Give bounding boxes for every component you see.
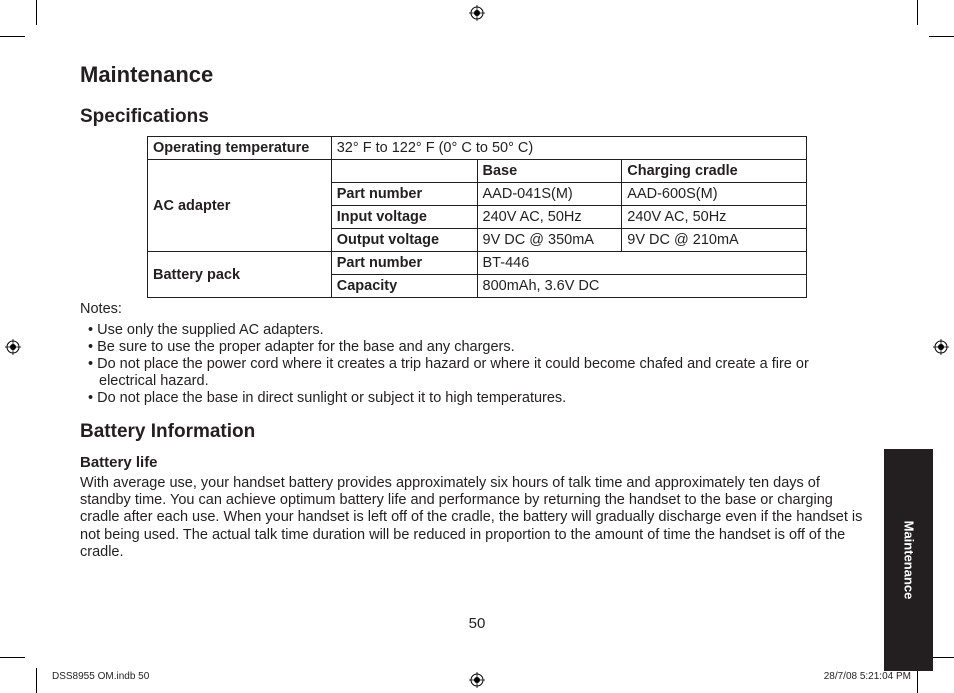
row-label: Part number <box>331 183 477 206</box>
table-row <box>148 137 807 160</box>
table-row <box>148 160 807 183</box>
crop-mark <box>36 668 37 693</box>
list-item: • Do not place the power cord where it creates a trip hazard or where it could become chafed and create a fire or electrical hazard. <box>88 356 809 389</box>
column-header-base: Base <box>477 160 622 183</box>
base-value: AAD-041S(M) <box>477 183 622 206</box>
base-value: 9V DC @ 350mA <box>477 229 622 252</box>
crop-mark <box>36 0 37 25</box>
section-tab <box>884 449 933 671</box>
list-item: • Do not place the base in direct sunlight or subject it to high temperatures. <box>88 390 567 406</box>
section-tab-label: Maintenance <box>901 520 916 600</box>
crop-mark <box>917 668 918 693</box>
row-label: Capacity <box>331 275 477 298</box>
operating-temperature-value: 32° F to 122° F (0° C to 50° C) <box>331 137 806 160</box>
registration-mark-icon <box>933 339 949 355</box>
registration-mark-icon <box>469 5 485 21</box>
cradle-value: 240V AC, 50Hz <box>622 206 807 229</box>
list-item: • Be sure to use the proper adapter for the base and any chargers. <box>88 339 515 355</box>
battery-value: 800mAh, 3.6V DC <box>477 275 806 298</box>
row-label: Part number <box>331 252 477 275</box>
crop-mark <box>929 36 954 37</box>
cradle-value: 9V DC @ 210mA <box>622 229 807 252</box>
battery-information-heading: Battery Information <box>80 421 256 442</box>
battery-value: BT-446 <box>477 252 806 275</box>
specifications-heading: Specifications <box>80 106 209 127</box>
cradle-value: AAD-600S(M) <box>622 183 807 206</box>
list-item: • Use only the supplied AC adapters. <box>88 322 324 338</box>
empty-cell <box>331 160 477 183</box>
table-row <box>148 252 807 275</box>
row-label: Output voltage <box>331 229 477 252</box>
column-header-charging-cradle: Charging cradle <box>622 160 807 183</box>
notes-label: Notes: <box>80 301 122 317</box>
specifications-table <box>147 136 807 298</box>
battery-pack-label: Battery pack <box>148 252 332 298</box>
operating-temperature-label: Operating temperature <box>148 137 332 160</box>
footer-file-info: DSS8955 OM.indb 50 <box>52 671 150 682</box>
notes-list <box>88 322 868 407</box>
ac-adapter-label: AC adapter <box>148 160 332 252</box>
crop-mark <box>0 36 25 37</box>
page-title: Maintenance <box>80 62 214 87</box>
page-number: 50 <box>468 615 486 632</box>
footer-timestamp: 28/7/08 5:21:04 PM <box>823 671 911 682</box>
battery-life-subheading: Battery life <box>80 454 158 471</box>
registration-mark-icon <box>469 672 485 688</box>
row-label: Input voltage <box>331 206 477 229</box>
registration-mark-icon <box>5 339 21 355</box>
crop-mark <box>0 657 25 658</box>
battery-life-paragraph: With average use, your handset battery provides approximately six hours of talk time and approximately ten days of standby time. You can achieve optimum battery life and performance by returning the handset to the base or charging cradle after each use. When your handset is left off of the cradle, the battery will gradually discharge even if the handset is not being used. The actual talk time duration will be reduced in proportion to the amount of time the handset is off of the cradle. <box>80 475 863 560</box>
base-value: 240V AC, 50Hz <box>477 206 622 229</box>
crop-mark <box>917 0 918 25</box>
